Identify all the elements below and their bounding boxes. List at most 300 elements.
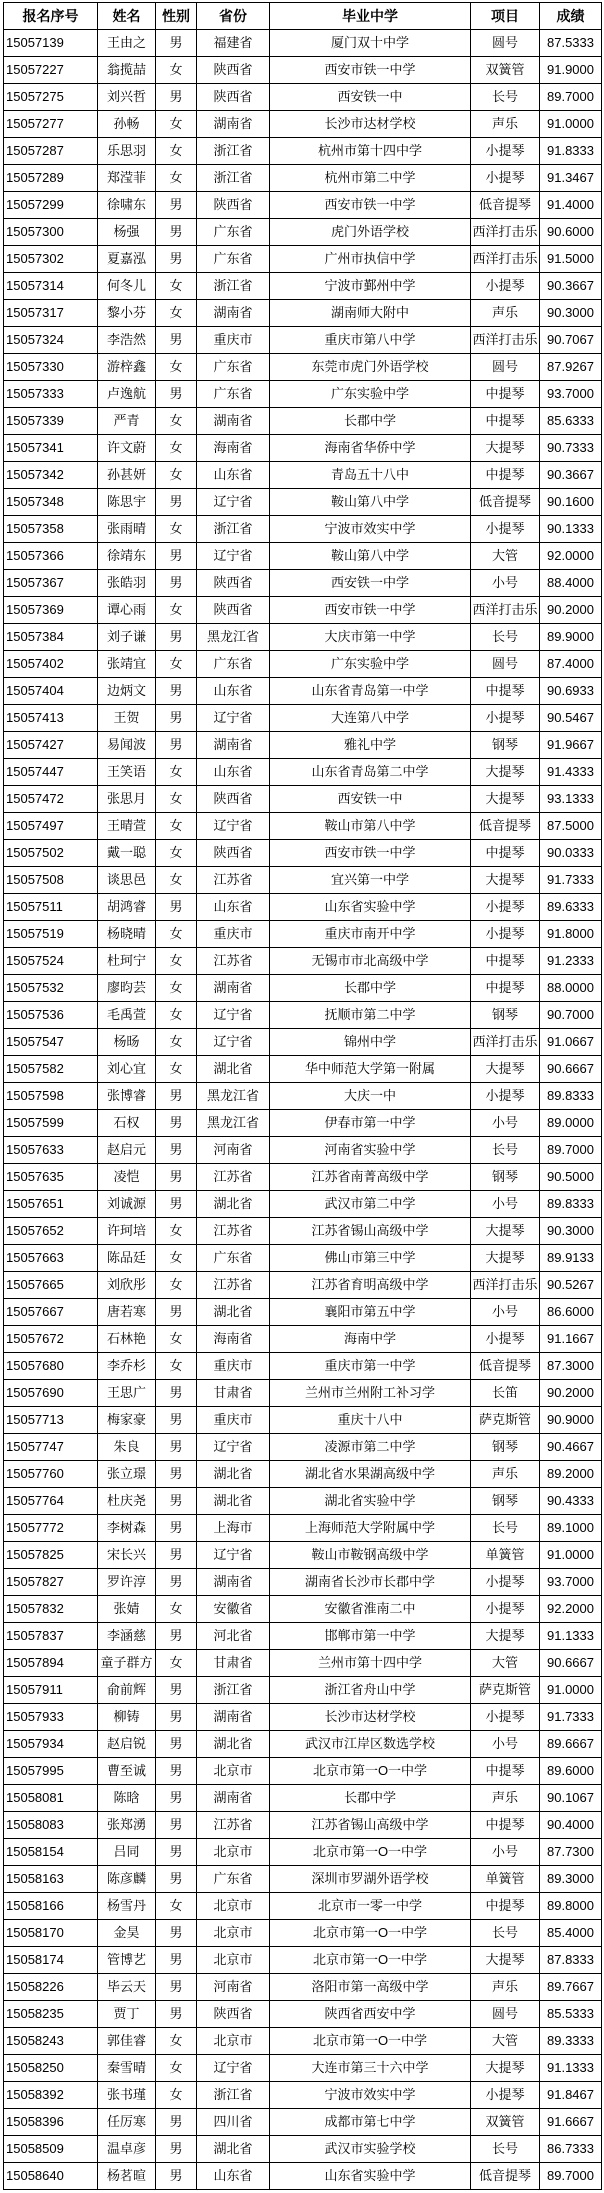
cell-program: 大管 bbox=[471, 1650, 540, 1677]
cell-high-school: 宁波市效实中学 bbox=[270, 516, 471, 543]
cell-score: 91.9667 bbox=[540, 732, 602, 759]
cell-province: 北京市 bbox=[197, 1839, 270, 1866]
cell-program: 小号 bbox=[471, 1191, 540, 1218]
cell-registration-number: 15057287 bbox=[4, 138, 98, 165]
cell-gender: 女 bbox=[156, 462, 197, 489]
cell-high-school: 华中师范大学第一附属 bbox=[270, 1056, 471, 1083]
header-registration-number: 报名序号 bbox=[4, 3, 98, 30]
cell-province: 辽宁省 bbox=[197, 1029, 270, 1056]
cell-program: 大提琴 bbox=[471, 1218, 540, 1245]
cell-score: 91.4333 bbox=[540, 759, 602, 786]
cell-score: 90.6667 bbox=[540, 1056, 602, 1083]
header-row bbox=[4, 3, 602, 30]
cell-program: 大提琴 bbox=[471, 1056, 540, 1083]
cell-high-school: 重庆十八中 bbox=[270, 1407, 471, 1434]
cell-registration-number: 15058226 bbox=[4, 1974, 98, 2001]
cell-program: 小提琴 bbox=[471, 705, 540, 732]
cell-high-school: 西安铁一中学 bbox=[270, 570, 471, 597]
cell-province: 浙江省 bbox=[197, 165, 270, 192]
cell-province: 山东省 bbox=[197, 462, 270, 489]
cell-gender: 男 bbox=[156, 1191, 197, 1218]
cell-name: 游梓鑫 bbox=[98, 354, 156, 381]
cell-high-school: 杭州市第二中学 bbox=[270, 165, 471, 192]
table-row bbox=[4, 1164, 602, 1191]
cell-high-school: 长郡中学 bbox=[270, 408, 471, 435]
cell-gender: 女 bbox=[156, 1272, 197, 1299]
cell-registration-number: 15057764 bbox=[4, 1488, 98, 1515]
cell-gender: 男 bbox=[156, 678, 197, 705]
cell-score: 88.0000 bbox=[540, 975, 602, 1002]
table-row bbox=[4, 1056, 602, 1083]
cell-registration-number: 15058243 bbox=[4, 2028, 98, 2055]
cell-program: 长号 bbox=[471, 84, 540, 111]
table-row bbox=[4, 1650, 602, 1677]
cell-name: 杜珂宁 bbox=[98, 948, 156, 975]
cell-registration-number: 15057933 bbox=[4, 1704, 98, 1731]
cell-score: 90.7333 bbox=[540, 435, 602, 462]
cell-name: 边炳文 bbox=[98, 678, 156, 705]
cell-registration-number: 15057995 bbox=[4, 1758, 98, 1785]
cell-name: 朱良 bbox=[98, 1434, 156, 1461]
cell-program: 声乐 bbox=[471, 1974, 540, 2001]
cell-gender: 女 bbox=[156, 1353, 197, 1380]
cell-program: 小提琴 bbox=[471, 921, 540, 948]
cell-name: 唐若寒 bbox=[98, 1299, 156, 1326]
cell-high-school: 兰州市第十四中学 bbox=[270, 1650, 471, 1677]
cell-high-school: 西安市铁一中学 bbox=[270, 192, 471, 219]
cell-score: 90.5000 bbox=[540, 1164, 602, 1191]
table-row bbox=[4, 1542, 602, 1569]
cell-program: 单簧管 bbox=[471, 1542, 540, 1569]
cell-score: 91.1333 bbox=[540, 2055, 602, 2082]
cell-name: 黎小芬 bbox=[98, 300, 156, 327]
cell-name: 温卓彦 bbox=[98, 2136, 156, 2163]
table-row bbox=[4, 1974, 602, 2001]
cell-name: 王晴萱 bbox=[98, 813, 156, 840]
cell-gender: 男 bbox=[156, 1812, 197, 1839]
table-row bbox=[4, 381, 602, 408]
cell-high-school: 山东省青岛第一中学 bbox=[270, 678, 471, 705]
cell-gender: 女 bbox=[156, 165, 197, 192]
cell-registration-number: 15057934 bbox=[4, 1731, 98, 1758]
cell-registration-number: 15057472 bbox=[4, 786, 98, 813]
cell-registration-number: 15057536 bbox=[4, 1002, 98, 1029]
cell-name: 张雨晴 bbox=[98, 516, 156, 543]
cell-gender: 男 bbox=[156, 894, 197, 921]
cell-high-school: 湖南省长沙市长郡中学 bbox=[270, 1569, 471, 1596]
cell-program: 钢琴 bbox=[471, 1002, 540, 1029]
cell-name: 赵启锐 bbox=[98, 1731, 156, 1758]
cell-score: 89.6000 bbox=[540, 1758, 602, 1785]
table-row bbox=[4, 1947, 602, 1974]
cell-score: 90.7067 bbox=[540, 327, 602, 354]
cell-registration-number: 15057502 bbox=[4, 840, 98, 867]
cell-score: 91.0000 bbox=[540, 1542, 602, 1569]
cell-province: 甘肃省 bbox=[197, 1650, 270, 1677]
cell-high-school: 重庆市第八中学 bbox=[270, 327, 471, 354]
cell-score: 89.9133 bbox=[540, 1245, 602, 1272]
cell-score: 89.7667 bbox=[540, 1974, 602, 2001]
cell-name: 刘子谦 bbox=[98, 624, 156, 651]
cell-gender: 女 bbox=[156, 1245, 197, 1272]
cell-name: 王由之 bbox=[98, 30, 156, 57]
cell-registration-number: 15057317 bbox=[4, 300, 98, 327]
cell-province: 湖北省 bbox=[197, 1299, 270, 1326]
cell-high-school: 鞍山市第八中学 bbox=[270, 813, 471, 840]
cell-high-school: 襄阳市第五中学 bbox=[270, 1299, 471, 1326]
cell-program: 中提琴 bbox=[471, 840, 540, 867]
cell-score: 86.7333 bbox=[540, 2136, 602, 2163]
cell-province: 湖南省 bbox=[197, 408, 270, 435]
cell-score: 85.6333 bbox=[540, 408, 602, 435]
header-name: 姓名 bbox=[98, 3, 156, 30]
cell-score: 90.6667 bbox=[540, 1650, 602, 1677]
cell-program: 中提琴 bbox=[471, 975, 540, 1002]
cell-name: 郑滢菲 bbox=[98, 165, 156, 192]
cell-score: 91.3467 bbox=[540, 165, 602, 192]
cell-province: 辽宁省 bbox=[197, 1002, 270, 1029]
cell-score: 87.5333 bbox=[540, 30, 602, 57]
cell-province: 山东省 bbox=[197, 894, 270, 921]
cell-program: 西洋打击乐 bbox=[471, 597, 540, 624]
cell-gender: 男 bbox=[156, 705, 197, 732]
cell-gender: 男 bbox=[156, 1785, 197, 1812]
cell-program: 大提琴 bbox=[471, 786, 540, 813]
cell-gender: 男 bbox=[156, 732, 197, 759]
cell-province: 陕西省 bbox=[197, 570, 270, 597]
table-row bbox=[4, 1677, 602, 1704]
cell-gender: 女 bbox=[156, 1596, 197, 1623]
cell-gender: 男 bbox=[156, 2136, 197, 2163]
cell-name: 郭佳睿 bbox=[98, 2028, 156, 2055]
cell-name: 赵启元 bbox=[98, 1137, 156, 1164]
cell-score: 91.5000 bbox=[540, 246, 602, 273]
cell-registration-number: 15057402 bbox=[4, 651, 98, 678]
cell-program: 长号 bbox=[471, 2136, 540, 2163]
cell-province: 四川省 bbox=[197, 2109, 270, 2136]
table-row bbox=[4, 165, 602, 192]
cell-name: 王贺 bbox=[98, 705, 156, 732]
cell-score: 90.7000 bbox=[540, 1002, 602, 1029]
cell-score: 91.8333 bbox=[540, 138, 602, 165]
cell-score: 88.4000 bbox=[540, 570, 602, 597]
table-row bbox=[4, 462, 602, 489]
cell-province: 重庆市 bbox=[197, 921, 270, 948]
cell-province: 辽宁省 bbox=[197, 1434, 270, 1461]
cell-name: 任厉寒 bbox=[98, 2109, 156, 2136]
cell-high-school: 锦州中学 bbox=[270, 1029, 471, 1056]
cell-name: 许文蔚 bbox=[98, 435, 156, 462]
cell-gender: 女 bbox=[156, 2082, 197, 2109]
cell-program: 大管 bbox=[471, 2028, 540, 2055]
cell-gender: 男 bbox=[156, 1704, 197, 1731]
cell-registration-number: 15057667 bbox=[4, 1299, 98, 1326]
cell-province: 北京市 bbox=[197, 1947, 270, 1974]
cell-province: 广东省 bbox=[197, 246, 270, 273]
cell-score: 93.1333 bbox=[540, 786, 602, 813]
cell-registration-number: 15057302 bbox=[4, 246, 98, 273]
cell-registration-number: 15057894 bbox=[4, 1650, 98, 1677]
cell-program: 大提琴 bbox=[471, 1245, 540, 1272]
table-row bbox=[4, 2028, 602, 2055]
cell-score: 91.7333 bbox=[540, 1704, 602, 1731]
table-row bbox=[4, 1731, 602, 1758]
cell-high-school: 海南省华侨中学 bbox=[270, 435, 471, 462]
cell-score: 93.7000 bbox=[540, 1569, 602, 1596]
table-row bbox=[4, 327, 602, 354]
cell-score: 89.7000 bbox=[540, 84, 602, 111]
cell-score: 89.3000 bbox=[540, 1866, 602, 1893]
cell-name: 罗许淳 bbox=[98, 1569, 156, 1596]
cell-program: 长号 bbox=[471, 1515, 540, 1542]
cell-score: 90.4333 bbox=[540, 1488, 602, 1515]
cell-program: 大提琴 bbox=[471, 1623, 540, 1650]
cell-gender: 女 bbox=[156, 921, 197, 948]
cell-gender: 男 bbox=[156, 327, 197, 354]
cell-program: 小提琴 bbox=[471, 516, 540, 543]
cell-registration-number: 15057713 bbox=[4, 1407, 98, 1434]
cell-registration-number: 15058083 bbox=[4, 1812, 98, 1839]
cell-registration-number: 15057139 bbox=[4, 30, 98, 57]
table-row bbox=[4, 192, 602, 219]
cell-province: 重庆市 bbox=[197, 327, 270, 354]
table-row bbox=[4, 1191, 602, 1218]
cell-program: 大提琴 bbox=[471, 2055, 540, 2082]
table-row bbox=[4, 2001, 602, 2028]
table-row bbox=[4, 1245, 602, 1272]
header-program: 项目 bbox=[471, 3, 540, 30]
cell-name: 徐啸东 bbox=[98, 192, 156, 219]
cell-name: 陈彦麟 bbox=[98, 1866, 156, 1893]
cell-name: 杨旸 bbox=[98, 1029, 156, 1056]
table-row bbox=[4, 1920, 602, 1947]
cell-registration-number: 15057582 bbox=[4, 1056, 98, 1083]
table-row bbox=[4, 489, 602, 516]
cell-program: 小号 bbox=[471, 1731, 540, 1758]
cell-province: 上海市 bbox=[197, 1515, 270, 1542]
cell-name: 陈晗 bbox=[98, 1785, 156, 1812]
cell-program: 小提琴 bbox=[471, 1083, 540, 1110]
cell-high-school: 山东省青岛第二中学 bbox=[270, 759, 471, 786]
cell-score: 91.8000 bbox=[540, 921, 602, 948]
cell-score: 91.9000 bbox=[540, 57, 602, 84]
cell-high-school: 佛山市第三中学 bbox=[270, 1245, 471, 1272]
cell-province: 海南省 bbox=[197, 1326, 270, 1353]
cell-registration-number: 15057772 bbox=[4, 1515, 98, 1542]
cell-score: 90.9000 bbox=[540, 1407, 602, 1434]
cell-gender: 女 bbox=[156, 57, 197, 84]
cell-score: 89.7000 bbox=[540, 2163, 602, 2190]
cell-province: 陕西省 bbox=[197, 786, 270, 813]
table-row bbox=[4, 921, 602, 948]
cell-high-school: 成都市第七中学 bbox=[270, 2109, 471, 2136]
cell-high-school: 西安铁一中 bbox=[270, 84, 471, 111]
cell-gender: 男 bbox=[156, 1731, 197, 1758]
cell-high-school: 江苏省锡山高级中学 bbox=[270, 1218, 471, 1245]
cell-province: 辽宁省 bbox=[197, 813, 270, 840]
cell-province: 重庆市 bbox=[197, 1407, 270, 1434]
cell-score: 89.8333 bbox=[540, 1191, 602, 1218]
cell-registration-number: 15057342 bbox=[4, 462, 98, 489]
cell-name: 刘心宜 bbox=[98, 1056, 156, 1083]
table-row bbox=[4, 246, 602, 273]
cell-gender: 女 bbox=[156, 867, 197, 894]
cell-province: 甘肃省 bbox=[197, 1380, 270, 1407]
cell-program: 钢琴 bbox=[471, 1164, 540, 1191]
cell-score: 90.4667 bbox=[540, 1434, 602, 1461]
table-row bbox=[4, 516, 602, 543]
cell-program: 小号 bbox=[471, 570, 540, 597]
cell-high-school: 广东实验中学 bbox=[270, 651, 471, 678]
cell-score: 91.1667 bbox=[540, 1326, 602, 1353]
cell-high-school: 浙江省舟山中学 bbox=[270, 1677, 471, 1704]
cell-name: 杜庆尧 bbox=[98, 1488, 156, 1515]
table-row bbox=[4, 624, 602, 651]
cell-registration-number: 15057299 bbox=[4, 192, 98, 219]
cell-province: 北京市 bbox=[197, 1893, 270, 1920]
table-row bbox=[4, 1353, 602, 1380]
cell-registration-number: 15058640 bbox=[4, 2163, 98, 2190]
cell-name: 毕云天 bbox=[98, 1974, 156, 2001]
cell-gender: 男 bbox=[156, 1488, 197, 1515]
table-row bbox=[4, 1893, 602, 1920]
table-row bbox=[4, 1839, 602, 1866]
cell-name: 张博睿 bbox=[98, 1083, 156, 1110]
cell-score: 89.6333 bbox=[540, 894, 602, 921]
cell-high-school: 江苏省锡山高级中学 bbox=[270, 1812, 471, 1839]
cell-high-school: 深圳市罗湖外语学校 bbox=[270, 1866, 471, 1893]
cell-program: 大提琴 bbox=[471, 1947, 540, 1974]
cell-gender: 男 bbox=[156, 1839, 197, 1866]
cell-high-school: 杭州市第十四中学 bbox=[270, 138, 471, 165]
cell-province: 广东省 bbox=[197, 1866, 270, 1893]
cell-program: 钢琴 bbox=[471, 732, 540, 759]
cell-high-school: 宜兴第一中学 bbox=[270, 867, 471, 894]
cell-registration-number: 15057690 bbox=[4, 1380, 98, 1407]
cell-name: 李树森 bbox=[98, 1515, 156, 1542]
cell-score: 90.3000 bbox=[540, 1218, 602, 1245]
cell-province: 湖南省 bbox=[197, 300, 270, 327]
table-row bbox=[4, 1623, 602, 1650]
cell-gender: 男 bbox=[156, 1758, 197, 1785]
table-row bbox=[4, 219, 602, 246]
cell-score: 90.5267 bbox=[540, 1272, 602, 1299]
cell-name: 谈思邑 bbox=[98, 867, 156, 894]
cell-program: 小提琴 bbox=[471, 1569, 540, 1596]
cell-program: 圆号 bbox=[471, 354, 540, 381]
cell-province: 广东省 bbox=[197, 219, 270, 246]
cell-province: 广东省 bbox=[197, 651, 270, 678]
cell-name: 刘兴哲 bbox=[98, 84, 156, 111]
cell-high-school: 大庆一中 bbox=[270, 1083, 471, 1110]
cell-score: 90.0333 bbox=[540, 840, 602, 867]
cell-score: 91.0000 bbox=[540, 111, 602, 138]
cell-name: 张立璟 bbox=[98, 1461, 156, 1488]
cell-registration-number: 15058170 bbox=[4, 1920, 98, 1947]
cell-score: 90.3667 bbox=[540, 462, 602, 489]
cell-program: 小提琴 bbox=[471, 273, 540, 300]
cell-registration-number: 15057427 bbox=[4, 732, 98, 759]
cell-gender: 男 bbox=[156, 1434, 197, 1461]
table-body bbox=[4, 30, 602, 2190]
cell-score: 91.1333 bbox=[540, 1623, 602, 1650]
cell-program: 小提琴 bbox=[471, 894, 540, 921]
cell-gender: 男 bbox=[156, 1110, 197, 1137]
cell-high-school: 北京市第一O一中学 bbox=[270, 1920, 471, 1947]
cell-high-school: 北京市第一O一中学 bbox=[270, 1839, 471, 1866]
cell-name: 管博艺 bbox=[98, 1947, 156, 1974]
cell-name: 童子群方 bbox=[98, 1650, 156, 1677]
cell-registration-number: 15057366 bbox=[4, 543, 98, 570]
cell-program: 声乐 bbox=[471, 1785, 540, 1812]
cell-province: 北京市 bbox=[197, 1920, 270, 1947]
cell-registration-number: 15058392 bbox=[4, 2082, 98, 2109]
cell-score: 89.3333 bbox=[540, 2028, 602, 2055]
table-row bbox=[4, 1515, 602, 1542]
cell-high-school: 宁波市鄞州中学 bbox=[270, 273, 471, 300]
cell-gender: 女 bbox=[156, 300, 197, 327]
cell-high-school: 武汉市第二中学 bbox=[270, 1191, 471, 1218]
table-row bbox=[4, 543, 602, 570]
cell-program: 西洋打击乐 bbox=[471, 1029, 540, 1056]
cell-name: 张郑湧 bbox=[98, 1812, 156, 1839]
cell-registration-number: 15057324 bbox=[4, 327, 98, 354]
cell-gender: 男 bbox=[156, 1407, 197, 1434]
cell-registration-number: 15057837 bbox=[4, 1623, 98, 1650]
cell-program: 西洋打击乐 bbox=[471, 327, 540, 354]
cell-high-school: 厦门双十中学 bbox=[270, 30, 471, 57]
cell-registration-number: 15057367 bbox=[4, 570, 98, 597]
cell-gender: 男 bbox=[156, 1380, 197, 1407]
cell-province: 广东省 bbox=[197, 354, 270, 381]
cell-registration-number: 15058163 bbox=[4, 1866, 98, 1893]
table-row bbox=[4, 1434, 602, 1461]
cell-program: 中提琴 bbox=[471, 462, 540, 489]
cell-name: 孙畅 bbox=[98, 111, 156, 138]
header-province: 省份 bbox=[197, 3, 270, 30]
cell-program: 低音提琴 bbox=[471, 2163, 540, 2190]
cell-province: 重庆市 bbox=[197, 1353, 270, 1380]
cell-score: 91.2333 bbox=[540, 948, 602, 975]
cell-name: 柳铸 bbox=[98, 1704, 156, 1731]
cell-registration-number: 15057348 bbox=[4, 489, 98, 516]
cell-program: 钢琴 bbox=[471, 1434, 540, 1461]
table-row bbox=[4, 2163, 602, 2190]
cell-province: 湖北省 bbox=[197, 1461, 270, 1488]
cell-program: 钢琴 bbox=[471, 1488, 540, 1515]
cell-name: 戴一聪 bbox=[98, 840, 156, 867]
table-row bbox=[4, 786, 602, 813]
cell-name: 吕同 bbox=[98, 1839, 156, 1866]
cell-name: 翁揽喆 bbox=[98, 57, 156, 84]
cell-gender: 男 bbox=[156, 2001, 197, 2028]
cell-registration-number: 15057747 bbox=[4, 1434, 98, 1461]
table-row bbox=[4, 651, 602, 678]
cell-high-school: 虎门外语学校 bbox=[270, 219, 471, 246]
cell-score: 89.2000 bbox=[540, 1461, 602, 1488]
table-row bbox=[4, 840, 602, 867]
cell-score: 85.5333 bbox=[540, 2001, 602, 2028]
cell-high-school: 大连市第三十六中学 bbox=[270, 2055, 471, 2082]
cell-province: 湖南省 bbox=[197, 1704, 270, 1731]
table-row bbox=[4, 732, 602, 759]
table-row bbox=[4, 30, 602, 57]
cell-program: 萨克斯管 bbox=[471, 1407, 540, 1434]
cell-name: 杨晓晴 bbox=[98, 921, 156, 948]
cell-registration-number: 15058235 bbox=[4, 2001, 98, 2028]
cell-program: 圆号 bbox=[471, 651, 540, 678]
cell-province: 北京市 bbox=[197, 2028, 270, 2055]
